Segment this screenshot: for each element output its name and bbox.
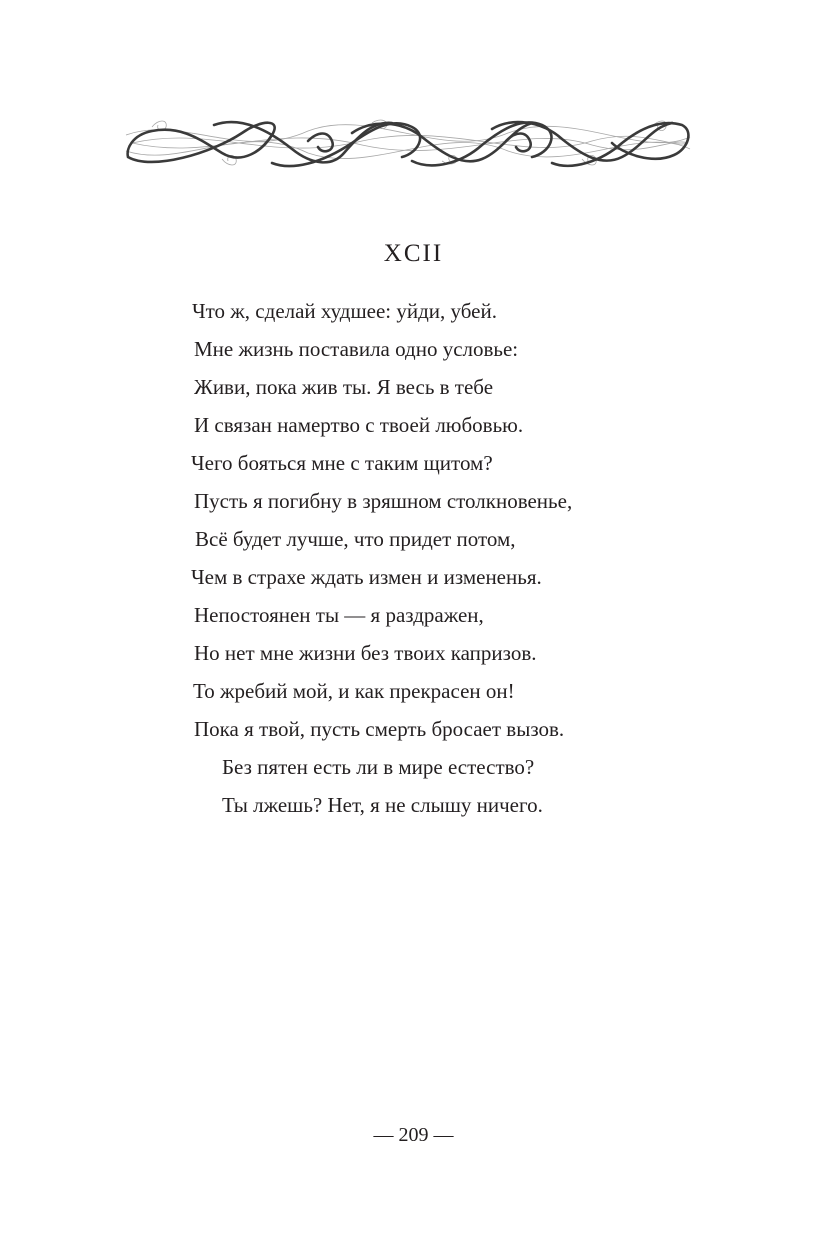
poem-line: Непостоянен ты — я раздражен, bbox=[194, 603, 484, 627]
poem-line: Пока я твой, пусть смерть бросает вызов. bbox=[194, 717, 565, 741]
poem-line: И связан намертво с твоей любовью. bbox=[194, 413, 524, 437]
poem-line: Всё будет лучше, что придет потом, bbox=[195, 527, 516, 551]
poem-line: То жребий мой, и как прекрасен он! bbox=[193, 679, 515, 703]
poem-line: Чего бояться мне с таким щитом? bbox=[191, 451, 493, 475]
poem-line: Что ж, сделай худшее: уйди, убей. bbox=[192, 299, 497, 323]
poem-line-couplet: Ты лжешь? Нет, я не слышу ничего. bbox=[222, 793, 543, 817]
ornamental-divider bbox=[122, 113, 694, 171]
poem-line: Чем в страхе ждать измен и измененья. bbox=[191, 565, 542, 589]
sonnet-number: XCII bbox=[383, 240, 444, 267]
poem-line-couplet: Без пятен есть ли в мире естество? bbox=[222, 755, 535, 779]
page-number: — 209 — bbox=[373, 1124, 454, 1146]
poem-line: Мне жизнь поставила одно условье: bbox=[194, 337, 519, 361]
poem-line: Живи, пока жив ты. Я весь в тебе bbox=[194, 375, 494, 399]
poem-line: Пусть я погибну в зряшном столкновенье, bbox=[194, 489, 573, 513]
poem-line: Но нет мне жизни без твоих капризов. bbox=[194, 641, 537, 665]
